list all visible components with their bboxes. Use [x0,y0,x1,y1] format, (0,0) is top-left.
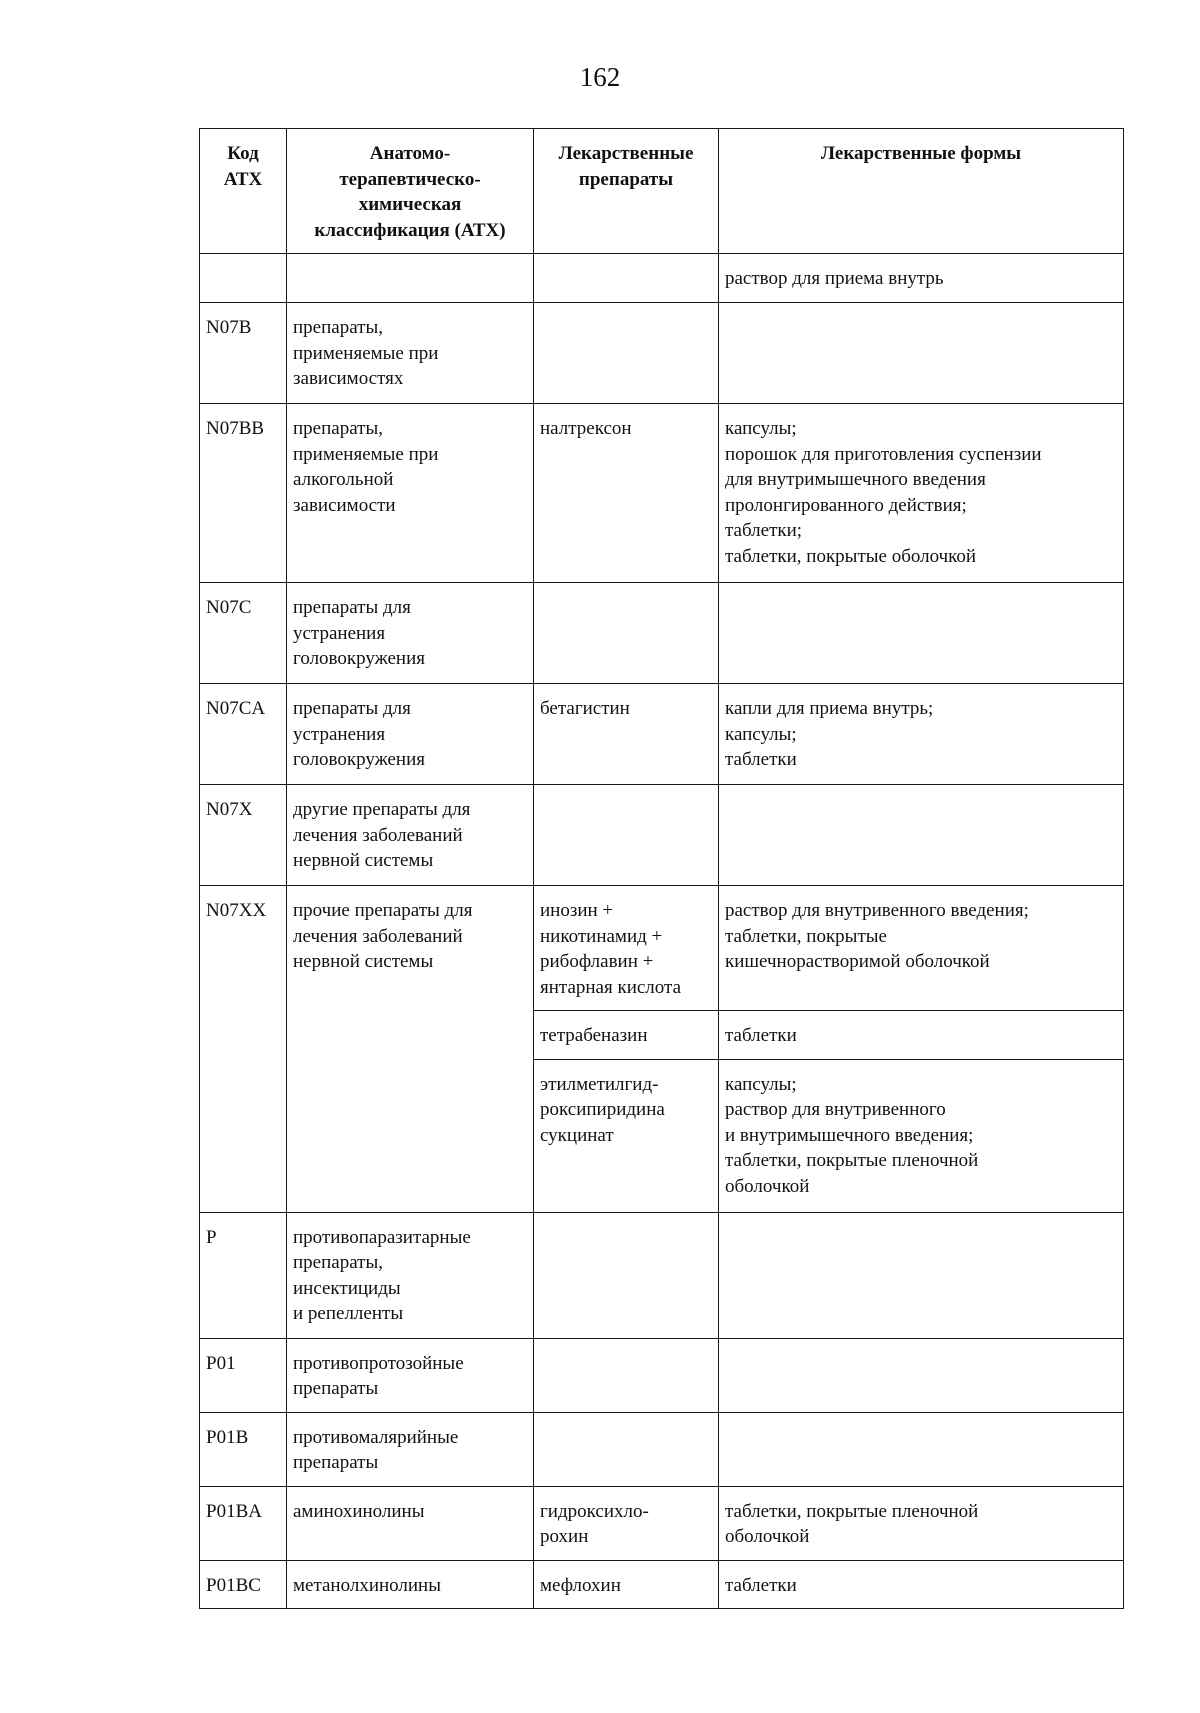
cell-form [719,303,1124,404]
cell-code: P01 [200,1338,287,1412]
cell-class: противопротозойные препараты [287,1338,534,1412]
cell-form: таблетки [719,1560,1124,1609]
cell-drug [534,1338,719,1412]
header-code: Код АТХ [200,129,287,254]
cell-drug [534,1212,719,1338]
cell-code: P01B [200,1412,287,1486]
cell-code [200,254,287,303]
cell-class: противомалярийные препараты [287,1412,534,1486]
cell-form: раствор для внутривенного введения; таблетки, покрытые кишечнорастворимой оболочкой [719,886,1124,1011]
cell-class: прочие препараты для лечения заболеваний нервной системы [287,886,534,1213]
page-number: 162 [579,62,621,92]
cell-form: капли для приема внутрь; капсулы; таблетки [719,684,1124,785]
cell-class: другие препараты для лечения заболеваний нервной системы [287,785,534,886]
table-row [200,684,1124,785]
cell-class: противопаразитарные препараты, инсектициды и репелленты [287,1212,534,1338]
cell-drug [534,303,719,404]
cell-class: препараты для устранения головокружения [287,583,534,684]
cell-drug: этилметилгид- роксипиридина сукцинат [534,1059,719,1212]
cell-form: таблетки, покрытые пленочной оболочкой [719,1486,1124,1560]
table-row [200,303,1124,404]
cell-code: N07CA [200,684,287,785]
cell-drug: мефлохин [534,1560,719,1609]
header-drugs: Лекарственные препараты [534,129,719,254]
cell-class: метанолхинолины [287,1560,534,1609]
cell-drug [534,254,719,303]
table-row [200,1212,1124,1338]
cell-class: препараты, применяемые при алкогольной зависимости [287,404,534,583]
cell-code: N07XX [200,886,287,1213]
cell-drug: тетрабеназин [534,1011,719,1060]
cell-class: препараты для устранения головокружения [287,684,534,785]
cell-code: P01BA [200,1486,287,1560]
cell-drug: гидроксихло- рохин [534,1486,719,1560]
cell-drug [534,583,719,684]
cell-class [287,254,534,303]
cell-code: N07X [200,785,287,886]
cell-form [719,1412,1124,1486]
header-forms: Лекарственные формы [719,129,1124,254]
cell-form: таблетки [719,1011,1124,1060]
cell-code: N07BB [200,404,287,583]
atx-drug-table [199,128,1124,1609]
cell-class: аминохинолины [287,1486,534,1560]
cell-form [719,1338,1124,1412]
table-row [200,1486,1124,1560]
cell-drug: налтрексон [534,404,719,583]
table-row [200,1412,1124,1486]
cell-class: препараты, применяемые при зависимостях [287,303,534,404]
cell-form: капсулы; раствор для внутривенного и внутримышечного введения; таблетки, покрытые пленочной оболочкой [719,1059,1124,1212]
table-row [200,254,1124,303]
table-header-row [200,129,1124,254]
table-row [200,886,1124,1011]
cell-form: раствор для приема внутрь [719,254,1124,303]
cell-code: P01BC [200,1560,287,1609]
cell-drug [534,785,719,886]
table-row [200,785,1124,886]
cell-drug: инозин + никотинамид + рибофлавин + янтарная кислота [534,886,719,1011]
cell-code: P [200,1212,287,1338]
cell-form [719,785,1124,886]
cell-drug: бетагистин [534,684,719,785]
cell-drug [534,1412,719,1486]
table-row [200,404,1124,583]
table-row [200,1338,1124,1412]
table-row [200,583,1124,684]
table-row [200,1560,1124,1609]
header-classification: Анатомо- терапевтическо- химическая классификация (АТХ) [287,129,534,254]
cell-code: N07B [200,303,287,404]
cell-form: капсулы; порошок для приготовления суспензии для внутримышечного введения пролонгированного действия; таблетки; таблетки, покрытые оболочкой [719,404,1124,583]
cell-form [719,1212,1124,1338]
cell-code: N07C [200,583,287,684]
cell-form [719,583,1124,684]
